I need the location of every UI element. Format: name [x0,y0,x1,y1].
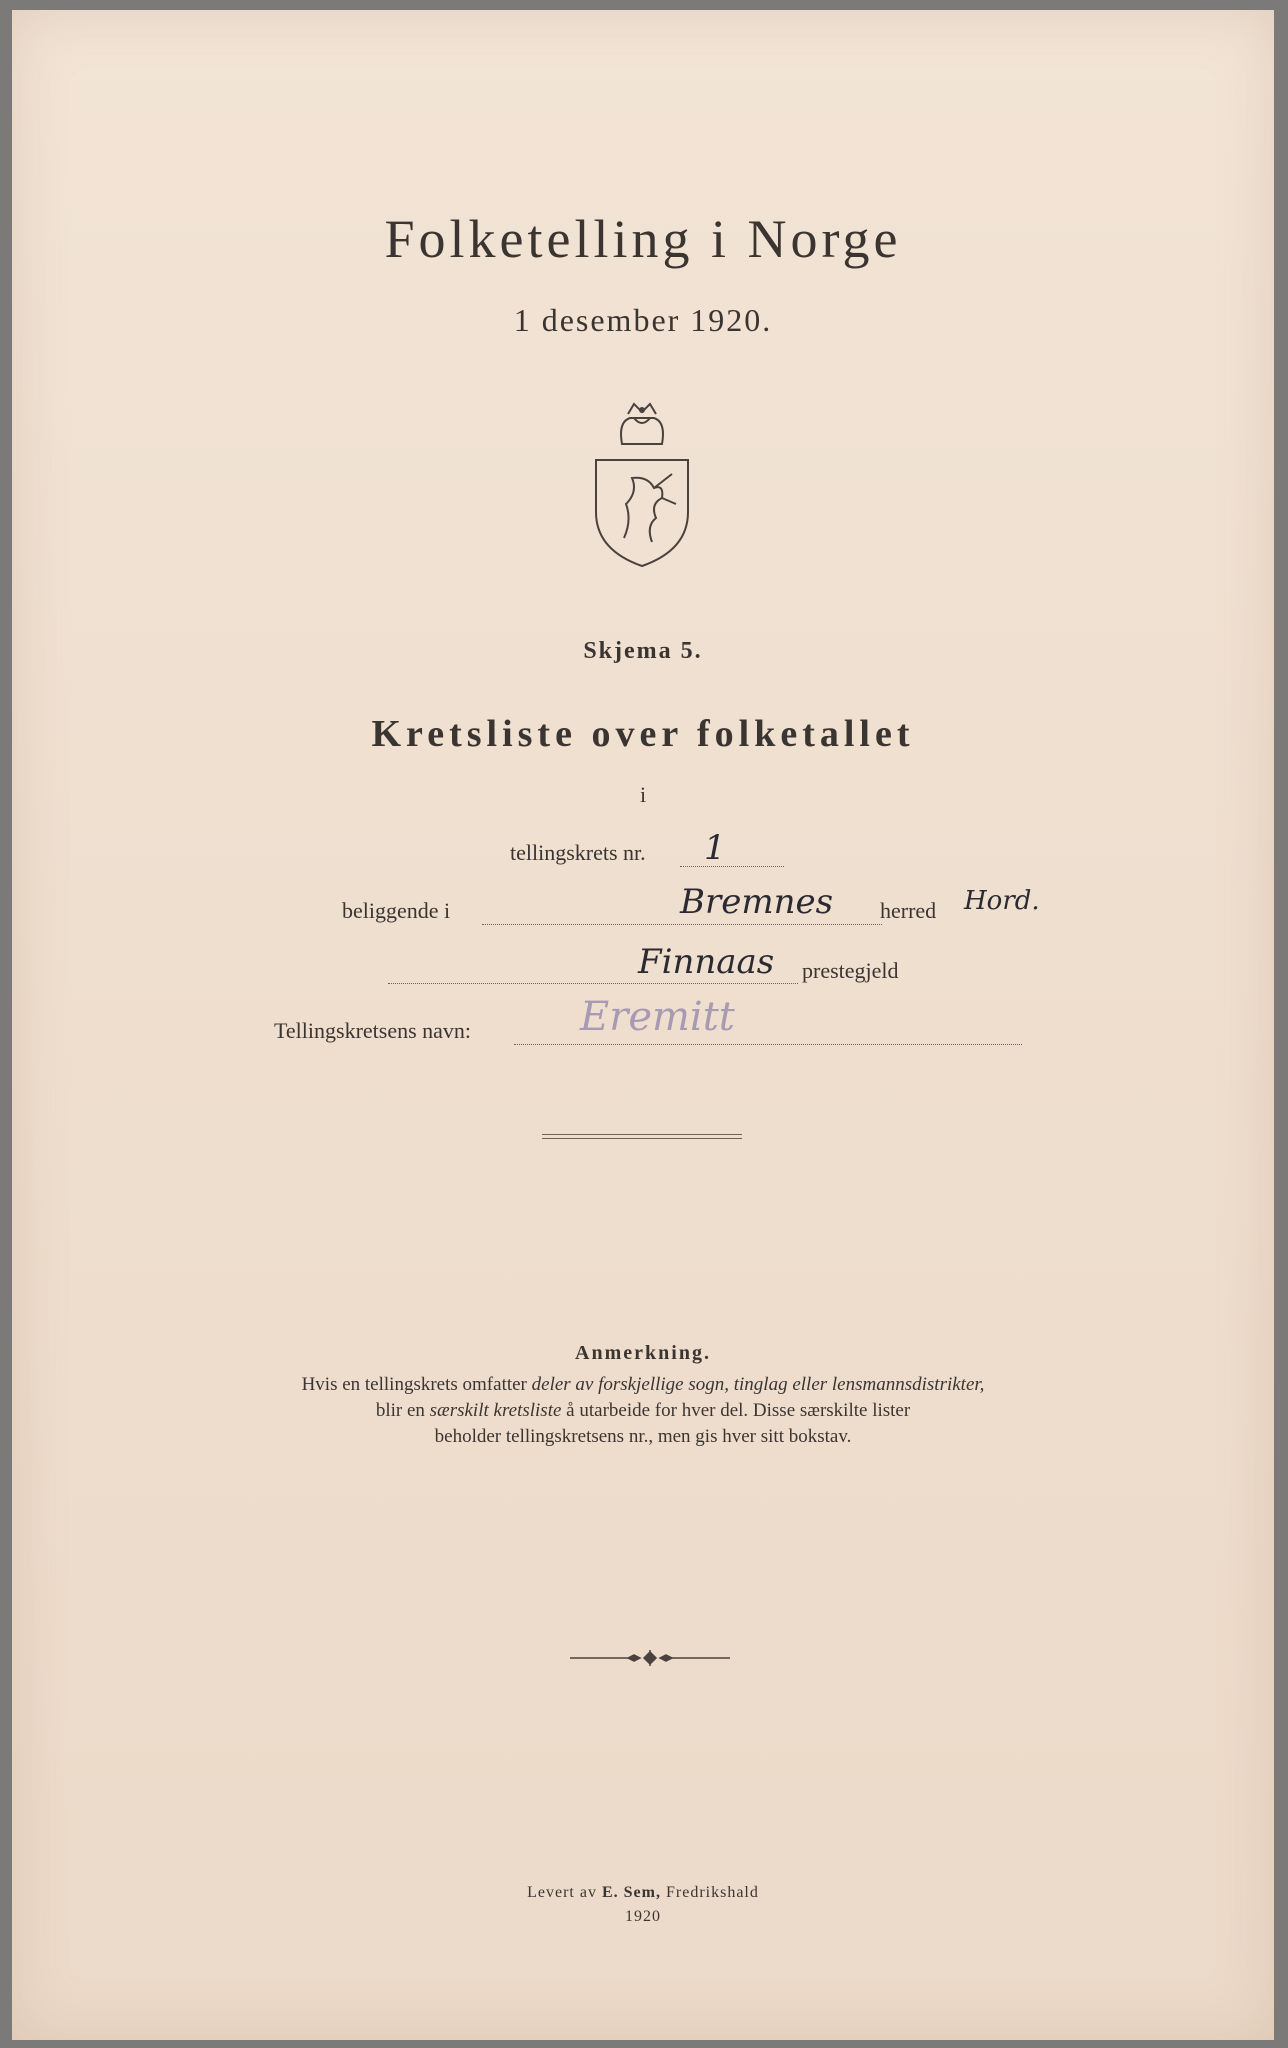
coat-of-arms-icon [592,400,692,570]
note-line-1-text: Hvis en tellingskrets omfatter [301,1374,532,1395]
connector-word: i [639,782,647,807]
herred-label: herred [880,898,937,923]
document-title: Folketelling i Norge [384,209,902,269]
parish-label: prestegjeld [802,958,899,983]
district-name-label: Tellingskretsens navn: [274,1018,472,1043]
note-line-2-emphasis: særskilt kretsliste [429,1400,562,1421]
municipality-value: Bremnes [680,882,834,922]
note-line-1-emphasis: deler av forskjellige sogn, tinglag eller lensmannsdistrikter, [531,1374,985,1395]
ornament-divider-icon [570,1648,730,1668]
district-number-value: 1 [704,828,726,868]
printer-credit [12,1884,1274,1902]
note-line-2-text-a: blir en [375,1400,430,1421]
note-line-3: beholder tellingskretsens nr., men gis hver sitt bokstav. [434,1426,852,1447]
printer-year: 1920 [625,1908,661,1925]
parish-line [388,982,798,984]
divider-rule-top [542,1134,742,1135]
municipality-line [482,923,882,925]
schema-number: Skjema 5. [583,638,703,664]
located-in-label: beliggende i [342,898,451,923]
district-name-value: Eremitt [580,994,735,1040]
district-number-line [680,865,784,867]
note-heading: Anmerkning. [575,1342,711,1364]
printer-city: Fredrikshald [660,1884,759,1901]
county-note: Hord. [964,886,1040,916]
district-number-label: tellingskrets nr. [510,840,646,865]
divider-rule-bottom [542,1138,742,1139]
note-line-2 [12,1400,1274,1422]
printer-prefix: Levert av [527,1884,602,1901]
census-form-page [12,10,1274,2040]
printer-name: E. Sem, [601,1884,661,1901]
list-title: Kretsliste over folketallet [371,713,915,755]
note-line-2-text-b: å utarbeide for hver del. Disse særskilte lister [561,1400,911,1421]
parish-value: Finnaas [638,942,775,982]
census-date: 1 desember 1920. [513,302,773,338]
note-line-1 [12,1374,1274,1396]
district-name-line [514,1043,1022,1045]
